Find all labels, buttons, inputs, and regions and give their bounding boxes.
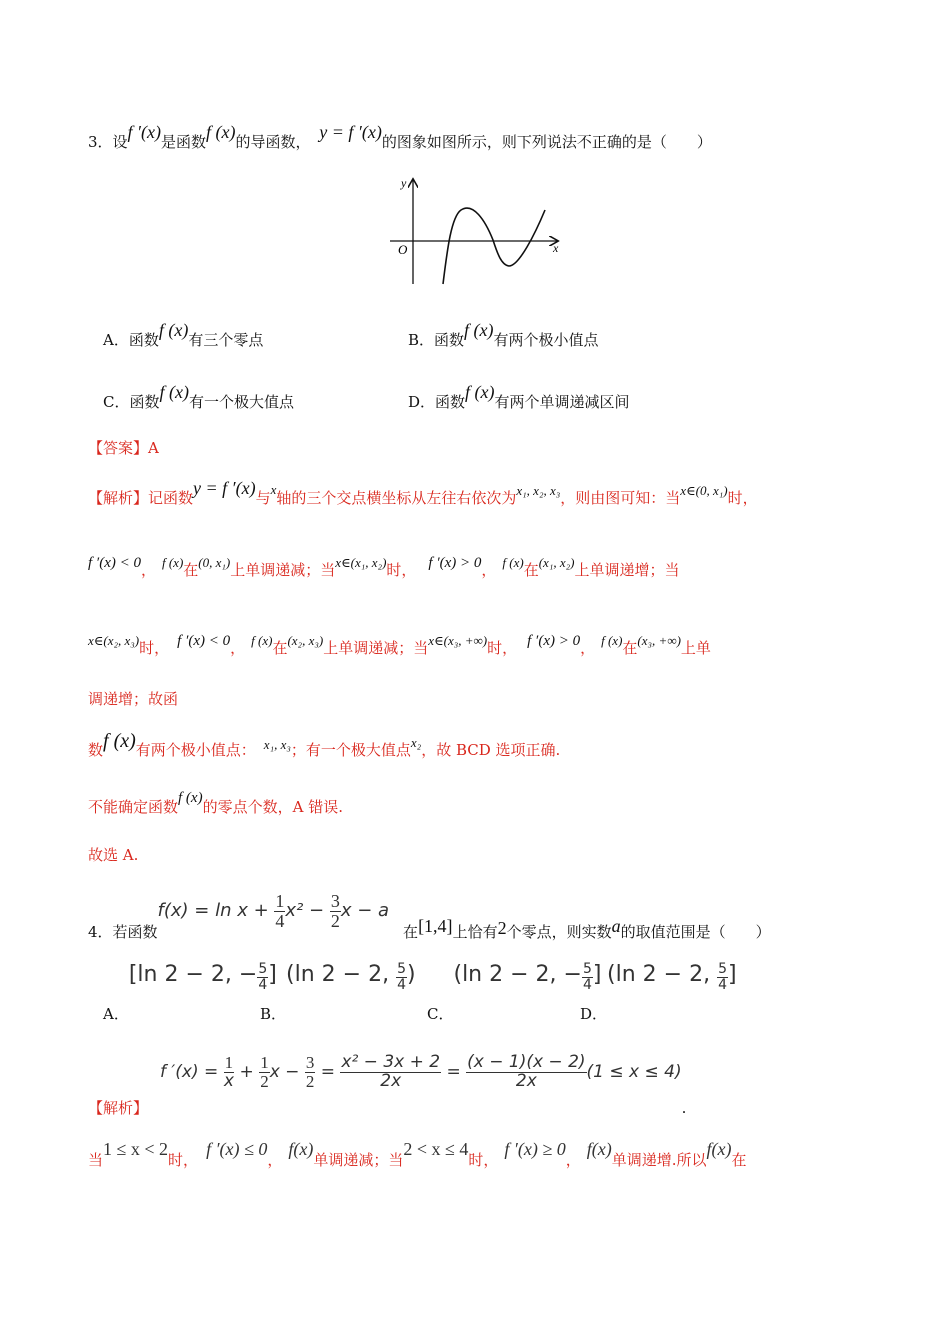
math-expr: f ′(x) < 0 (177, 633, 231, 649)
q3-text-3: 的图象如图所示，则下列说法不正确的是（ ） (381, 133, 712, 151)
analysis-text: 时， (487, 639, 518, 657)
fraction (274, 892, 285, 931)
q4-interval: [1,4] (418, 916, 453, 937)
q3-derivative-graph (385, 172, 570, 290)
math-expr: = (441, 1062, 467, 1083)
math-expr: x − (269, 1062, 305, 1083)
analysis-text: ， (140, 561, 156, 579)
q3-analysis-line-3 (88, 633, 711, 657)
math-expr: (x₂, x₃) (287, 633, 324, 648)
analysis-text: 上单 (680, 639, 711, 657)
q3-analysis-line-4: 调递增；故函 (88, 690, 179, 708)
math-expr: f (x) (103, 730, 136, 752)
numerator: 5 (582, 961, 592, 977)
q3-number: 3．设 (88, 133, 128, 151)
q4-analysis-line-2 (88, 1139, 747, 1169)
option-label: A． (103, 1005, 129, 1024)
analysis-text: 在 (622, 639, 638, 657)
analysis-text: ，故 BCD 选项正确. (421, 741, 561, 759)
numerator: 5 (258, 961, 268, 977)
math-expr: (x₃, +∞) (637, 633, 681, 648)
analysis-text: ；有一个极大值点 (290, 741, 411, 759)
q4-function (157, 891, 390, 931)
analysis-text: 与 (255, 489, 271, 507)
math-expr: f ′(x) > 0 (428, 555, 482, 571)
numerator: 3 (330, 891, 340, 911)
origin-label: O (398, 242, 408, 257)
denominator: 4 (258, 976, 268, 993)
analysis-text: 时， (468, 1151, 499, 1169)
math-expr: f(x) (706, 1139, 732, 1159)
q3-option-b[interactable] (408, 320, 599, 349)
math-expr: x∈(x₂, x₃) (88, 633, 140, 648)
q3-option-a[interactable] (103, 320, 264, 349)
math-expr: f (x) (161, 555, 184, 570)
denominator: 2x (380, 1070, 402, 1091)
fraction (259, 1054, 270, 1091)
q4-option-c[interactable] (427, 961, 602, 1024)
q3-text-1: 是函数 (160, 133, 206, 151)
interval-right: ] (268, 962, 277, 988)
denominator: 4 (718, 976, 727, 993)
q3-text-2: 的导函数， (235, 133, 311, 151)
math-expr: f (x) (178, 790, 203, 806)
q3-analysis-line-5 (88, 730, 561, 759)
fraction (717, 962, 728, 992)
option-value (607, 961, 737, 993)
option-c-text: 有一个极大值点 (188, 393, 294, 411)
math-expr: x (270, 482, 277, 497)
analysis-text: 时， (139, 639, 170, 657)
q4-derivative (160, 1052, 682, 1091)
y-axis-label: y (401, 176, 407, 190)
q4-option-d[interactable] (580, 961, 737, 1024)
analysis-text: ， (565, 1151, 581, 1169)
q3-stem (88, 122, 712, 151)
analysis-text: 单调递减；当 (313, 1151, 404, 1169)
math-expr: f ′(x) < 0 (88, 555, 141, 571)
q3-graph-expr: y = f ′(x) (319, 122, 382, 142)
analysis-text: 上单调递增；当 (574, 561, 680, 579)
option-a-label: A．函数 (103, 331, 159, 349)
analysis-text: 轴的三个交点横坐标从左往右依次为 (276, 489, 517, 507)
interval-right: ] (728, 962, 737, 988)
math-expr: (1 ≤ x ≤ 4) (586, 1062, 682, 1083)
interval-right: ] (592, 962, 602, 988)
q4-text: 个零点，则实数 (506, 923, 612, 942)
analysis-text: 时， (727, 489, 758, 507)
option-c-func: f (x) (159, 382, 189, 402)
math-expr: + (234, 1062, 260, 1083)
q4-text: 在 (403, 923, 419, 942)
numerator: 1 (275, 891, 285, 911)
q4-stem (88, 891, 771, 942)
q3-derivative-expr: f ′(x) (127, 122, 161, 142)
interval-left: (ln 2 − 2, (607, 962, 718, 988)
numerator: 3 (305, 1053, 315, 1072)
option-value (128, 961, 277, 993)
analysis-text: 当 (88, 1151, 104, 1169)
option-a-func: f (x) (158, 320, 189, 340)
q3-option-d[interactable] (408, 382, 630, 411)
analysis-text: 有两个极小值点： (135, 741, 256, 759)
math-expr: 2 < x ≤ 4 (403, 1139, 469, 1159)
numerator: (x − 1)(x − 2) (467, 1052, 586, 1072)
option-value (286, 961, 416, 993)
q4-analysis-line-1 (88, 1052, 687, 1118)
math-expr: x² − (285, 900, 330, 922)
option-b-func: f (x) (464, 320, 494, 340)
math-expr: x∈(0, x₁) (680, 483, 728, 498)
q3-analysis-line-6 (88, 790, 343, 816)
q3-option-c[interactable] (103, 382, 294, 411)
analysis-text: 上单调递减；当 (230, 561, 336, 579)
math-expr: x∈(x₁, x₂) (335, 555, 387, 570)
math-expr: f ′(x) ≥ 0 (504, 1139, 566, 1159)
fraction (340, 1054, 441, 1091)
math-expr: f ′(x) > 0 (527, 633, 581, 649)
analysis-text: 数 (88, 741, 104, 759)
numerator: x² − 3x + 2 (341, 1052, 441, 1072)
q4-option-a[interactable] (103, 961, 277, 1024)
analysis-text: ， (267, 1151, 283, 1169)
q4-number: 4．若函数 (88, 923, 158, 942)
analysis-label: 【解析】 (88, 1099, 149, 1118)
math-expr: f (x) (502, 555, 524, 570)
math-expr: x∈(x₃, +∞) (428, 633, 488, 648)
math-expr: f ′(x) ≤ 0 (206, 1139, 268, 1159)
q3-answer: 【答案】A (88, 439, 159, 457)
denominator: 2x (515, 1070, 537, 1091)
q4-param: a (611, 916, 621, 937)
x-axis-label: x (553, 241, 559, 255)
option-label: C． (427, 1005, 454, 1024)
numerator: 5 (397, 961, 406, 977)
math-expr: f (x) (251, 633, 273, 648)
analysis-text: 时， (386, 561, 417, 579)
analysis-text: ， (481, 561, 497, 579)
q3-function-expr: f (x) (205, 122, 236, 142)
math-expr: x₁, x₂, x₃ (516, 483, 561, 498)
math-expr: 1 ≤ x < 2 (103, 1139, 169, 1159)
fraction (466, 1054, 586, 1091)
fraction (396, 962, 407, 992)
option-b-text: 有两个极小值点 (493, 331, 599, 349)
q3-analysis-line-2 (88, 555, 680, 579)
option-d-func: f (x) (465, 382, 495, 402)
numerator: 1 (224, 1053, 234, 1072)
math-expr: x₁, x₃ (263, 737, 291, 752)
option-label: D． (580, 1005, 608, 1024)
math-expr: (0, x₁) (198, 555, 231, 570)
math-expr: f ′(x) = (160, 1062, 224, 1083)
analysis-text: 不能确定函数 (88, 798, 179, 816)
interval-left: [ln 2 − 2, − (128, 962, 258, 988)
denominator: 2 (305, 1071, 315, 1091)
math-expr: f (x) (601, 633, 623, 648)
option-c-label: C．函数 (103, 393, 160, 411)
option-d-text: 有两个单调递减区间 (494, 393, 630, 411)
option-a-text: 有三个零点 (188, 331, 264, 349)
q3-analysis-line-7: 故选 A. (88, 846, 139, 864)
analysis-text: 时， (168, 1151, 199, 1169)
option-b-label: B．函数 (408, 331, 465, 349)
interval-left: (ln 2 − 2, (286, 962, 397, 988)
math-expr: f(x) = ln x + (157, 900, 275, 922)
denominator: 4 (275, 910, 285, 931)
denominator: x (223, 1070, 234, 1091)
interval-right: ) (407, 962, 416, 988)
analysis-text: 在 (183, 561, 199, 579)
q3-analysis-line-1 (88, 478, 758, 507)
analysis-text: 【解析】记函数 (88, 489, 194, 507)
analysis-text: ，则由图可知：当 (560, 489, 681, 507)
option-d-label: D．函数 (408, 393, 466, 411)
numerator: 5 (718, 961, 727, 977)
analysis-text: . (681, 1099, 687, 1118)
math-expr: = (315, 1062, 341, 1083)
option-label: B． (260, 1005, 287, 1024)
analysis-text: 在 (523, 561, 539, 579)
q4-count: 2 (497, 918, 507, 939)
math-expr: y = f ′(x) (193, 478, 256, 498)
q4-text: 上恰有 (452, 923, 498, 942)
analysis-text: 在 (731, 1151, 747, 1169)
math-expr: x₂ (410, 735, 422, 750)
numerator: 1 (260, 1053, 269, 1072)
fraction (224, 1054, 235, 1091)
denominator: 2 (260, 1071, 269, 1091)
analysis-text: 单调递增.所以 (611, 1151, 707, 1169)
math-expr: f(x) (586, 1139, 612, 1159)
derivative-curve (443, 208, 545, 284)
math-expr: (x₁, x₂) (538, 555, 575, 570)
denominator: 4 (582, 976, 592, 993)
denominator: 2 (330, 910, 340, 931)
analysis-text: 的零点个数，A 错误. (202, 798, 343, 816)
denominator: 4 (397, 976, 406, 993)
analysis-text: ， (230, 639, 246, 657)
analysis-text: 上单调递减；当 (323, 639, 429, 657)
analysis-text: ， (580, 639, 596, 657)
fraction (305, 1054, 316, 1091)
fraction (330, 892, 341, 931)
interval-left: (ln 2 − 2, − (453, 962, 582, 988)
analysis-text: 在 (272, 639, 288, 657)
math-expr: x − a (340, 900, 390, 922)
q4-option-b[interactable] (260, 961, 416, 1024)
q4-text: 的取值范围是（ ） (620, 923, 771, 942)
math-expr: f(x) (288, 1139, 314, 1159)
